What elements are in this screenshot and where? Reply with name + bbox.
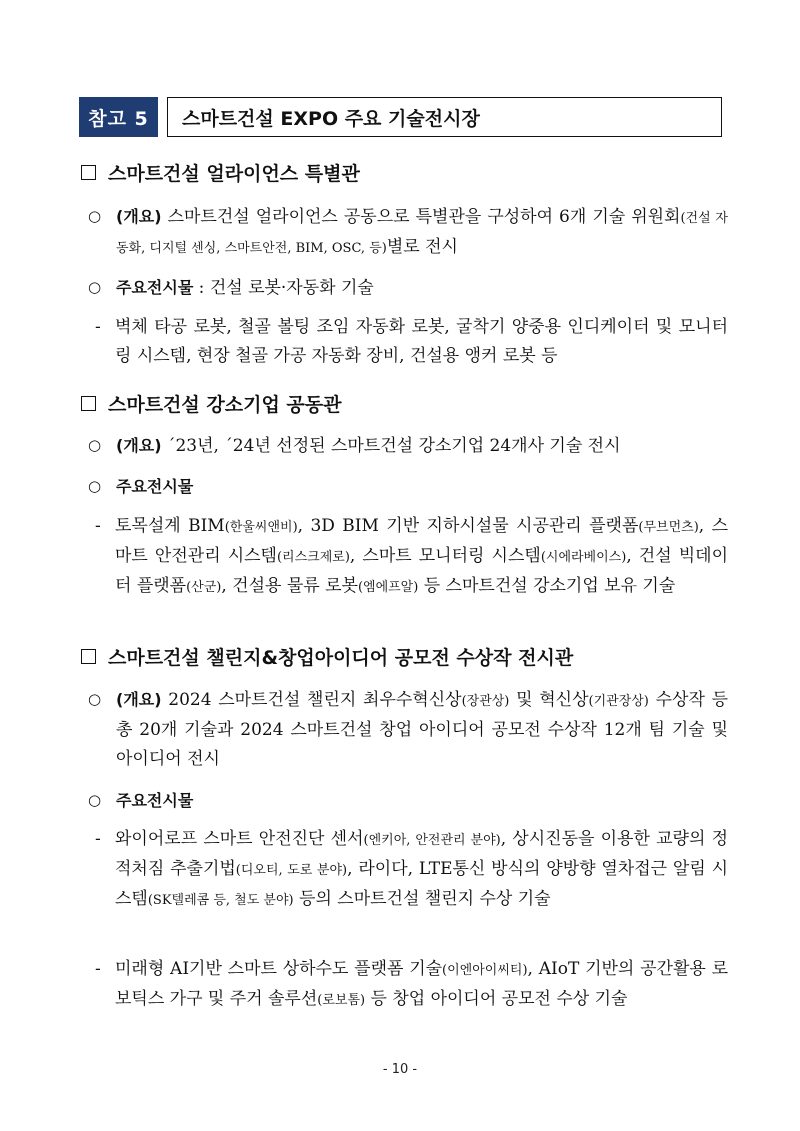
dash-bullet: - <box>95 959 101 979</box>
affiliation-note: (시에라베이스) <box>540 550 627 565</box>
circle-bullet-icon: ○ <box>88 477 102 495</box>
exhibit-detail-challenge-2 <box>95 955 728 1015</box>
text-run: 2024 스마트건설 챌린지 최우수혁신상 <box>161 690 462 710</box>
text-run: 등 창업 아이디어 공모전 수상 기술 <box>365 989 628 1009</box>
text-run: , 상시진동을 이용한 교량의 정적처짐 추출기법 <box>115 829 728 879</box>
dash-bullet: - <box>95 829 101 849</box>
affiliation-note: (장관상) <box>461 694 510 709</box>
text-run: , 건설 빅데이터 플랫폼 <box>115 546 728 596</box>
affiliation-note: (엔키아, 안전관리 분야) <box>363 833 501 848</box>
reference-tag: 참고 5 <box>79 97 158 137</box>
reference-title: 스마트건설 EXPO 주요 기술전시장 <box>167 97 722 137</box>
reference-header <box>79 97 722 137</box>
exhibit-detail-small-giant <box>95 512 728 602</box>
exhibit-detail-challenge-1 <box>95 825 728 915</box>
checkbox-square-icon <box>81 649 96 664</box>
checkbox-square-icon <box>81 165 96 180</box>
text-run: 와이어로프 스마트 안전진단 센서 <box>115 829 364 849</box>
affiliation-note: (SK텔레콤 등, 철도 분야) <box>147 893 294 908</box>
affiliation-note: (한울씨앤비) <box>224 520 298 535</box>
dash-bullet: - <box>95 317 101 337</box>
exhibit-item-alliance: ○ 주요전시물 : 건설 로봇·자동화 기술 <box>88 273 728 303</box>
affiliation-note: (이엔아이씨티) <box>442 963 528 978</box>
text-run: 등 스마트건설 강소기업 보유 기술 <box>418 576 676 596</box>
text-run: , 스마트 안전관리 시스템 <box>115 516 729 566</box>
text-run: 수상작 등 총 20개 기술과 2024 스마트건설 창업 아이디어 공모전 수상작 12개 팀 기술 및 아이디어 전시 <box>116 690 728 769</box>
checkbox-square-icon <box>81 396 96 411</box>
circle-bullet-icon: ○ <box>88 278 102 296</box>
section-heading-challenge: 스마트건설 챌린지&창업아이디어 공모전 수상작 전시관 <box>81 643 573 670</box>
section-heading-small-giant: 스마트건설 강소기업 공동관 <box>81 390 341 417</box>
affiliation-note: (리스크제로) <box>276 550 350 565</box>
text-run: 토목설계 BIM <box>115 516 225 536</box>
dash-bullet: - <box>95 516 101 536</box>
section-heading-alliance: 스마트건설 얼라이언스 특별관 <box>81 159 360 186</box>
affiliation-note: (기관장상) <box>588 694 649 709</box>
exhibit-item-challenge: ○ 주요전시물 <box>88 786 728 816</box>
page-number: - 10 - <box>382 1062 418 1077</box>
affiliation-note: (엠에프알) <box>357 580 419 595</box>
text-run: , 건설용 물류 로봇 <box>221 576 358 596</box>
overview-item-small-giant: ○ (개요) ´23년, ´24년 선정된 스마트건설 강소기업 24개사 기술 전시 <box>88 431 728 461</box>
overview-item-challenge: ○ (개요) 2024 스마트건설 챌린지 최우수혁신상(장관상) 및 혁신상(기관장상) 수상작 등 총 20개 기술과 2024 스마트건설 창업 아이디어 공모전 수상작 12개 팀 기술 및 아이디어 전시 <box>88 685 728 774</box>
text-run: , 3D BIM 기반 지하시설물 시공관리 플랫폼 <box>297 516 639 536</box>
exhibit-detail-alliance: - 벽체 타공 로봇, 철골 볼팅 조임 자동화 로봇, 굴착기 양중용 인디케이터 및 모니터링 시스템, 현장 철골 가공 자동화 장비, 건설용 앵커 로봇 등 <box>95 313 728 371</box>
circle-bullet-icon: ○ <box>88 791 102 809</box>
affiliation-note: (산군) <box>186 580 222 595</box>
circle-bullet-icon: ○ <box>88 207 102 225</box>
affiliation-note: (디오티, 도로 분야) <box>235 863 348 878</box>
text-run: 및 혁신상 <box>509 690 589 710</box>
text-run: , AIoT 기반의 공간활용 로보틱스 가구 및 주거 솔루션 <box>115 959 728 1009</box>
circle-bullet-icon: ○ <box>88 690 102 708</box>
text-run: 등의 스마트건설 챌린지 수상 기술 <box>293 889 551 909</box>
text-run: , 라이다, LTE통신 방식의 양방향 열차접근 알림 시스템 <box>115 859 728 909</box>
exhibit-item-small-giant: ○ 주요전시물 <box>88 472 728 502</box>
circle-bullet-icon: ○ <box>88 436 102 454</box>
overview-item-alliance: ○ (개요) 스마트건설 얼라이언스 공동으로 특별관을 구성하여 6개 기술 위원회(건설 자동화, 디지털 센싱, 스마트안전, BIM, OSC, 등)별로 전시 <box>88 202 728 263</box>
text-run: 미래형 AI기반 스마트 상하수도 플랫폼 기술 <box>115 959 443 979</box>
text-run: , 스마트 모니터링 시스템 <box>349 546 541 566</box>
affiliation-note: (무브먼츠) <box>638 520 699 535</box>
affiliation-note: (로보톰) <box>317 993 366 1008</box>
